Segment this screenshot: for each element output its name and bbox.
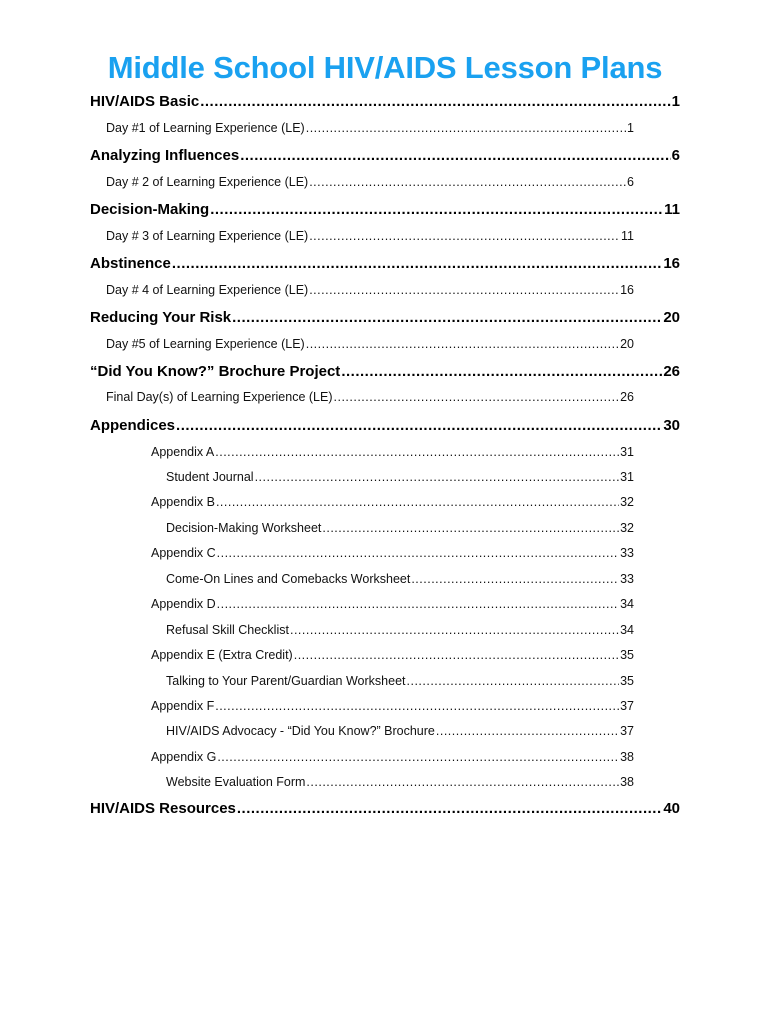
dot-leader xyxy=(306,775,619,789)
dot-leader xyxy=(255,470,620,484)
dot-leader xyxy=(341,363,662,380)
toc-entry-page: 1 xyxy=(627,121,634,135)
toc-entry-page: 6 xyxy=(627,175,634,189)
toc-entry-page: 26 xyxy=(620,390,634,404)
dot-leader xyxy=(436,724,619,738)
toc-entry-page: 11 xyxy=(621,229,634,243)
toc-entry-label: Abstinence xyxy=(90,255,171,272)
toc-entry-label: Refusal Skill Checklist xyxy=(166,623,289,637)
toc-entry-label: Decision-Making xyxy=(90,201,210,218)
dot-leader xyxy=(200,93,670,110)
toc-entry-page: 35 xyxy=(620,648,634,662)
toc-entry-day-4[interactable] xyxy=(106,283,634,297)
dot-leader xyxy=(217,546,619,560)
toc-entry-label: Appendix E (Extra Credit) xyxy=(151,648,293,662)
dot-leader xyxy=(240,147,670,164)
toc-entry-day-3[interactable] xyxy=(106,229,634,243)
toc-entry-appendix-b[interactable] xyxy=(151,495,634,509)
toc-entry-page: 32 xyxy=(620,495,634,509)
toc-entry-appendix-g[interactable] xyxy=(151,750,634,764)
dot-leader xyxy=(172,255,662,272)
toc-entry-label: Final Day(s) of Learning Experience (LE) xyxy=(106,390,333,404)
toc-entry-parent-guardian-worksheet[interactable] xyxy=(166,674,634,688)
toc-entry-advocacy-brochure[interactable] xyxy=(166,724,634,738)
dot-leader xyxy=(309,175,626,189)
toc-entry-label: Talking to Your Parent/Guardian Worksheet xyxy=(166,674,406,688)
toc-entry-label: Appendix C xyxy=(151,546,216,560)
toc-entry-page: 40 xyxy=(663,800,680,817)
toc-entry-page: 37 xyxy=(620,699,634,713)
toc-entry-page: 33 xyxy=(620,546,634,560)
dot-leader xyxy=(322,521,619,535)
toc-entry-page: 34 xyxy=(620,623,634,637)
dot-leader xyxy=(334,390,620,404)
toc-entry-appendix-e[interactable] xyxy=(151,648,634,662)
toc-entry-website-evaluation-form[interactable] xyxy=(166,775,634,789)
dot-leader xyxy=(294,648,619,662)
dot-leader xyxy=(309,229,620,243)
toc-entry-appendix-d[interactable] xyxy=(151,597,634,611)
toc-entry-label: Appendix G xyxy=(151,750,217,764)
toc-entry-page: 38 xyxy=(620,750,634,764)
dot-leader xyxy=(210,201,663,218)
toc-entry-student-journal[interactable] xyxy=(166,470,634,484)
dot-leader xyxy=(306,121,626,135)
toc-entry-label: Reducing Your Risk xyxy=(90,309,232,326)
dot-leader xyxy=(290,623,619,637)
toc-entry-label: Appendix A xyxy=(151,445,215,459)
toc-entry-day-1[interactable] xyxy=(106,121,634,135)
toc-entry-appendix-c[interactable] xyxy=(151,546,634,560)
toc-entry-label: “Did You Know?” Brochure Project xyxy=(90,363,341,380)
toc-entry-label: Analyzing Influences xyxy=(90,147,240,164)
toc-entry-label: Appendix D xyxy=(151,597,216,611)
toc-entry-label: Appendices xyxy=(90,417,176,434)
toc-entry-hiv-aids-basic[interactable] xyxy=(90,93,680,110)
toc-entry-label: Day #1 of Learning Experience (LE) xyxy=(106,121,305,135)
toc-entry-page: 37 xyxy=(620,724,634,738)
page-title: Middle School HIV/AIDS Lesson Plans xyxy=(107,50,663,85)
toc-entry-page: 34 xyxy=(620,597,634,611)
dot-leader xyxy=(215,699,619,713)
toc-entry-brochure-project[interactable] xyxy=(90,363,680,380)
toc-entry-page: 35 xyxy=(620,674,634,688)
toc-entry-label: Come-On Lines and Comebacks Worksheet xyxy=(166,572,411,586)
toc-entry-page: 20 xyxy=(620,337,634,351)
toc-entry-analyzing-influences[interactable] xyxy=(90,147,680,164)
toc-entry-page: 31 xyxy=(620,445,634,459)
dot-leader xyxy=(217,750,619,764)
toc-entry-label: HIV/AIDS Advocacy - “Did You Know?” Brochure xyxy=(166,724,435,738)
toc-entry-appendices[interactable] xyxy=(90,417,680,434)
toc-entry-page: 16 xyxy=(663,255,680,272)
toc-entry-label: HIV/AIDS Resources xyxy=(90,800,236,817)
toc-entry-decision-making-worksheet[interactable] xyxy=(166,521,634,535)
toc-entry-label: HIV/AIDS Basic xyxy=(90,93,200,110)
toc-entry-day-5[interactable] xyxy=(106,337,634,351)
toc-entry-label: Student Journal xyxy=(166,470,254,484)
toc-entry-abstinence[interactable] xyxy=(90,255,680,272)
dot-leader xyxy=(216,495,619,509)
toc-entry-final-days[interactable] xyxy=(106,390,634,404)
toc-entry-page: 31 xyxy=(620,470,634,484)
toc-entry-label: Day # 2 of Learning Experience (LE) xyxy=(106,175,309,189)
toc-entry-page: 11 xyxy=(664,201,680,218)
toc-entry-page: 30 xyxy=(663,417,680,434)
toc-entry-label: Website Evaluation Form xyxy=(166,775,306,789)
dot-leader xyxy=(306,337,619,351)
toc-entry-page: 20 xyxy=(663,309,680,326)
toc-entry-label: Day # 4 of Learning Experience (LE) xyxy=(106,283,309,297)
toc-entry-refusal-skill-checklist[interactable] xyxy=(166,623,634,637)
toc-entry-page: 6 xyxy=(671,147,680,164)
toc-entry-reducing-your-risk[interactable] xyxy=(90,309,680,326)
toc-entry-page: 1 xyxy=(671,93,680,110)
dot-leader xyxy=(237,800,662,817)
toc-entry-page: 26 xyxy=(663,363,680,380)
dot-leader xyxy=(411,572,619,586)
toc-entry-label: Appendix F xyxy=(151,699,215,713)
toc-entry-decision-making[interactable] xyxy=(90,201,680,218)
dot-leader xyxy=(217,597,619,611)
toc-entry-day-2[interactable] xyxy=(106,175,634,189)
toc-entry-page: 33 xyxy=(620,572,634,586)
toc-entry-resources[interactable] xyxy=(90,800,680,817)
toc-entry-appendix-f[interactable] xyxy=(151,699,634,713)
dot-leader xyxy=(407,674,620,688)
dot-leader xyxy=(176,417,662,434)
dot-leader xyxy=(309,283,619,297)
toc-entry-label: Day #5 of Learning Experience (LE) xyxy=(106,337,305,351)
toc-entry-appendix-a[interactable] xyxy=(151,445,634,459)
toc-entry-page: 38 xyxy=(620,775,634,789)
toc-entry-label: Decision-Making Worksheet xyxy=(166,521,322,535)
toc-entry-label: Day # 3 of Learning Experience (LE) xyxy=(106,229,309,243)
toc-entry-come-on-lines-worksheet[interactable] xyxy=(166,572,634,586)
toc-entry-label: Appendix B xyxy=(151,495,215,509)
toc-entry-page: 16 xyxy=(620,283,634,297)
dot-leader xyxy=(215,445,619,459)
toc-entry-page: 32 xyxy=(620,521,634,535)
dot-leader xyxy=(232,309,662,326)
